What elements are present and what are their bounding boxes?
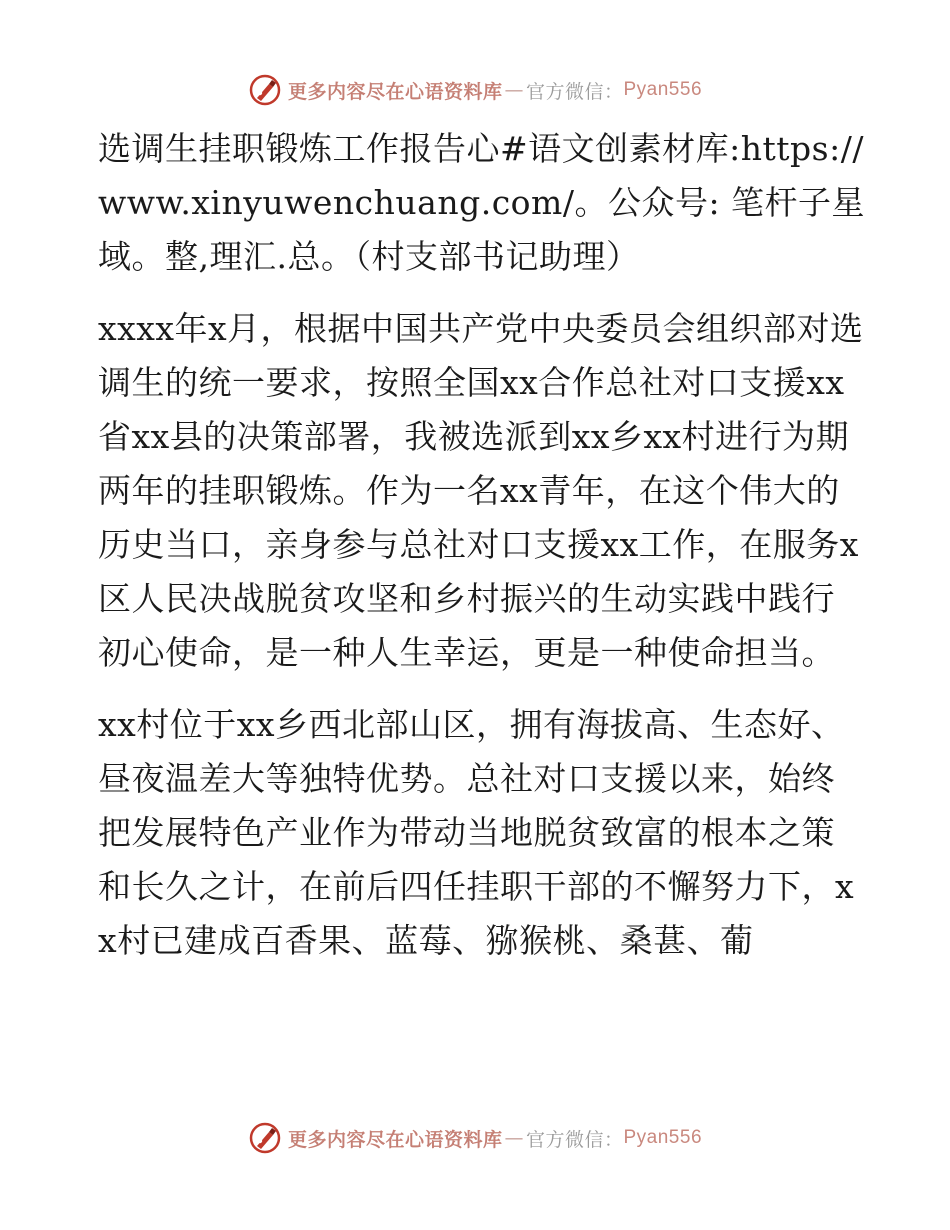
watermark-wechat-label: 官方微信： — [525, 1128, 624, 1151]
watermark-separator: — — [504, 79, 524, 101]
pen-logo-icon — [248, 73, 282, 107]
watermark-wechat-label: 官方微信： — [525, 80, 624, 103]
paragraph-intro: xxxx年x月，根据中国共产党中央委员会组织部对选调生的统一要求，按照全国xx合作总社对口支援xx省xx县的决策部署，我被选派到xx乡xx村进行为期两年的挂职锻炼。作为一名xx青年，在这个伟大的历史当口，亲身参与总社对口支援xx工作，在服务x区人民决战脱贫攻坚和乡村振兴的生动实践中践行初心使命，是一种人生幸运，更是一种使命担当。 — [98, 309, 864, 672]
watermark-slogan: 更多内容尽在心语资料库 — [287, 80, 503, 103]
pen-logo-icon — [248, 1121, 282, 1155]
paragraph-title: 选调生挂职锻炼工作报告心#语文创素材库:https://www.xinyuwenchuang.com/。公众号: 笔杆子星域。整,理汇.总。（村支部书记助理） — [98, 129, 866, 276]
watermark-separator: — — [504, 1127, 524, 1149]
watermark-slogan: 更多内容尽在心语资料库 — [287, 1128, 503, 1151]
header-watermark — [0, 70, 950, 110]
paragraph-village: xx村位于xx乡西北部山区，拥有海拔高、生态好、昼夜温差大等独特优势。总社对口支援以来，始终把发展特色产业作为带动当地脱贫致富的根本之策和长久之计，在前后四任挂职干部的不懈努力下，xx村已建成百香果、蓝莓、猕猴桃、桑葚、葡 — [98, 705, 855, 960]
watermark-wechat-id: Pyan556 — [623, 79, 703, 100]
document-body — [98, 122, 868, 986]
watermark-wechat-id: Pyan556 — [623, 1127, 703, 1148]
footer-watermark — [0, 1118, 950, 1158]
